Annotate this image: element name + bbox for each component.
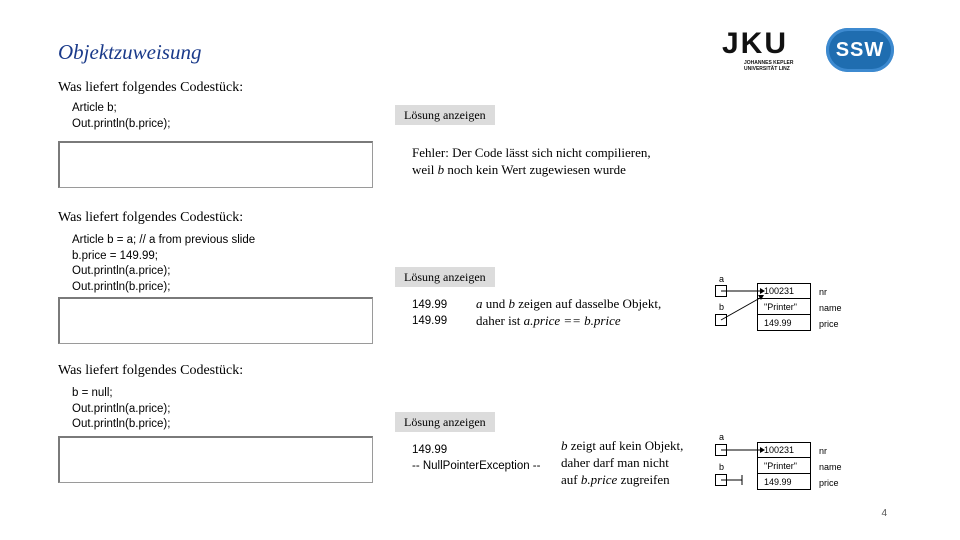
diagram-3-cell-nr: 100231 xyxy=(757,442,811,458)
diagram-3-field-name: name xyxy=(819,462,842,472)
show-solution-button-3[interactable]: Lösung anzeigen xyxy=(395,412,495,432)
solution-2-explanation xyxy=(476,295,696,329)
ssw-logo xyxy=(826,28,894,72)
solution-1 xyxy=(412,144,712,178)
diagram-2-field-price: price xyxy=(819,319,839,329)
diagram-3-var-a-label: a xyxy=(719,432,725,442)
solution-3-line2: daher darf man nicht xyxy=(561,455,669,470)
solution-3-output: 149.99 -- NullPointerException -- xyxy=(412,444,541,472)
diagram-2-var-b-label: b xyxy=(719,302,725,312)
ssw-logo-text: SSW xyxy=(835,38,885,61)
diagram-2-var-a-label: a xyxy=(719,274,725,284)
diagram-2-cell-nr: 100231 xyxy=(757,283,811,299)
solution-3-line1: b zeigt auf kein Objekt, xyxy=(561,438,684,453)
question-2-label: Was liefert folgendes Codestück: xyxy=(58,210,244,225)
solution-1-line1: Fehler: Der Code lässt sich nicht compilieren, xyxy=(412,145,651,160)
code-snippet-1: Article b; Out.println(b.price); xyxy=(72,102,171,130)
solution-3-explanation xyxy=(561,437,711,488)
code-snippet-3: b = null; Out.println(a.price); Out.println(b.price); xyxy=(72,387,171,430)
diagram-3-field-price: price xyxy=(819,478,839,488)
code-snippet-2: Article b = a; // a from previous slide b.price = 149.99; Out.println(a.price); Out.println(b.price); xyxy=(72,234,256,293)
question-1-label: Was liefert folgendes Codestück: xyxy=(58,80,244,95)
diagram-2-field-nr: nr xyxy=(819,287,828,297)
show-solution-button-1[interactable]: Lösung anzeigen xyxy=(395,105,495,125)
solution-3-line3: auf b.price zugreifen xyxy=(561,472,670,487)
jku-logo-sub2: UNIVERSITÄT LINZ xyxy=(744,66,790,72)
diagram-2-cell-price: 149.99 xyxy=(757,315,811,331)
diagram-3-field-nr: nr xyxy=(819,446,828,456)
diagram-3-var-b-label: b xyxy=(719,462,725,472)
jku-logo xyxy=(722,27,812,74)
diagram-2-field-name: name xyxy=(819,303,842,313)
solution-2-line1: a und b zeigen auf dasselbe Objekt, xyxy=(476,296,662,311)
solution-2-line2: daher ist a.price == b.price xyxy=(476,313,621,328)
show-solution-button-2[interactable]: Lösung anzeigen xyxy=(395,267,495,287)
diagram-3-cell-price: 149.99 xyxy=(757,474,811,490)
question-3-label: Was liefert folgendes Codestück: xyxy=(58,363,244,378)
diagram-3-object xyxy=(757,442,811,490)
jku-logo-letters: JKU xyxy=(722,27,789,60)
diagram-3-cell-name: "Printer" xyxy=(757,458,811,474)
solution-2-output: 149.99 149.99 xyxy=(412,299,448,327)
diagram-2-object xyxy=(757,283,811,331)
answer-input-3[interactable] xyxy=(58,436,373,483)
jku-logo-sub1: JOHANNES KEPLER xyxy=(744,60,794,66)
answer-input-2[interactable] xyxy=(58,297,373,344)
answer-input-1[interactable] xyxy=(58,141,373,188)
diagram-2-cell-name: "Printer" xyxy=(757,299,811,315)
page-number: 4 xyxy=(881,508,887,519)
solution-1-line2: weil b noch kein Wert zugewiesen wurde xyxy=(412,162,626,177)
slide-title: Objektzuweisung xyxy=(58,40,202,64)
